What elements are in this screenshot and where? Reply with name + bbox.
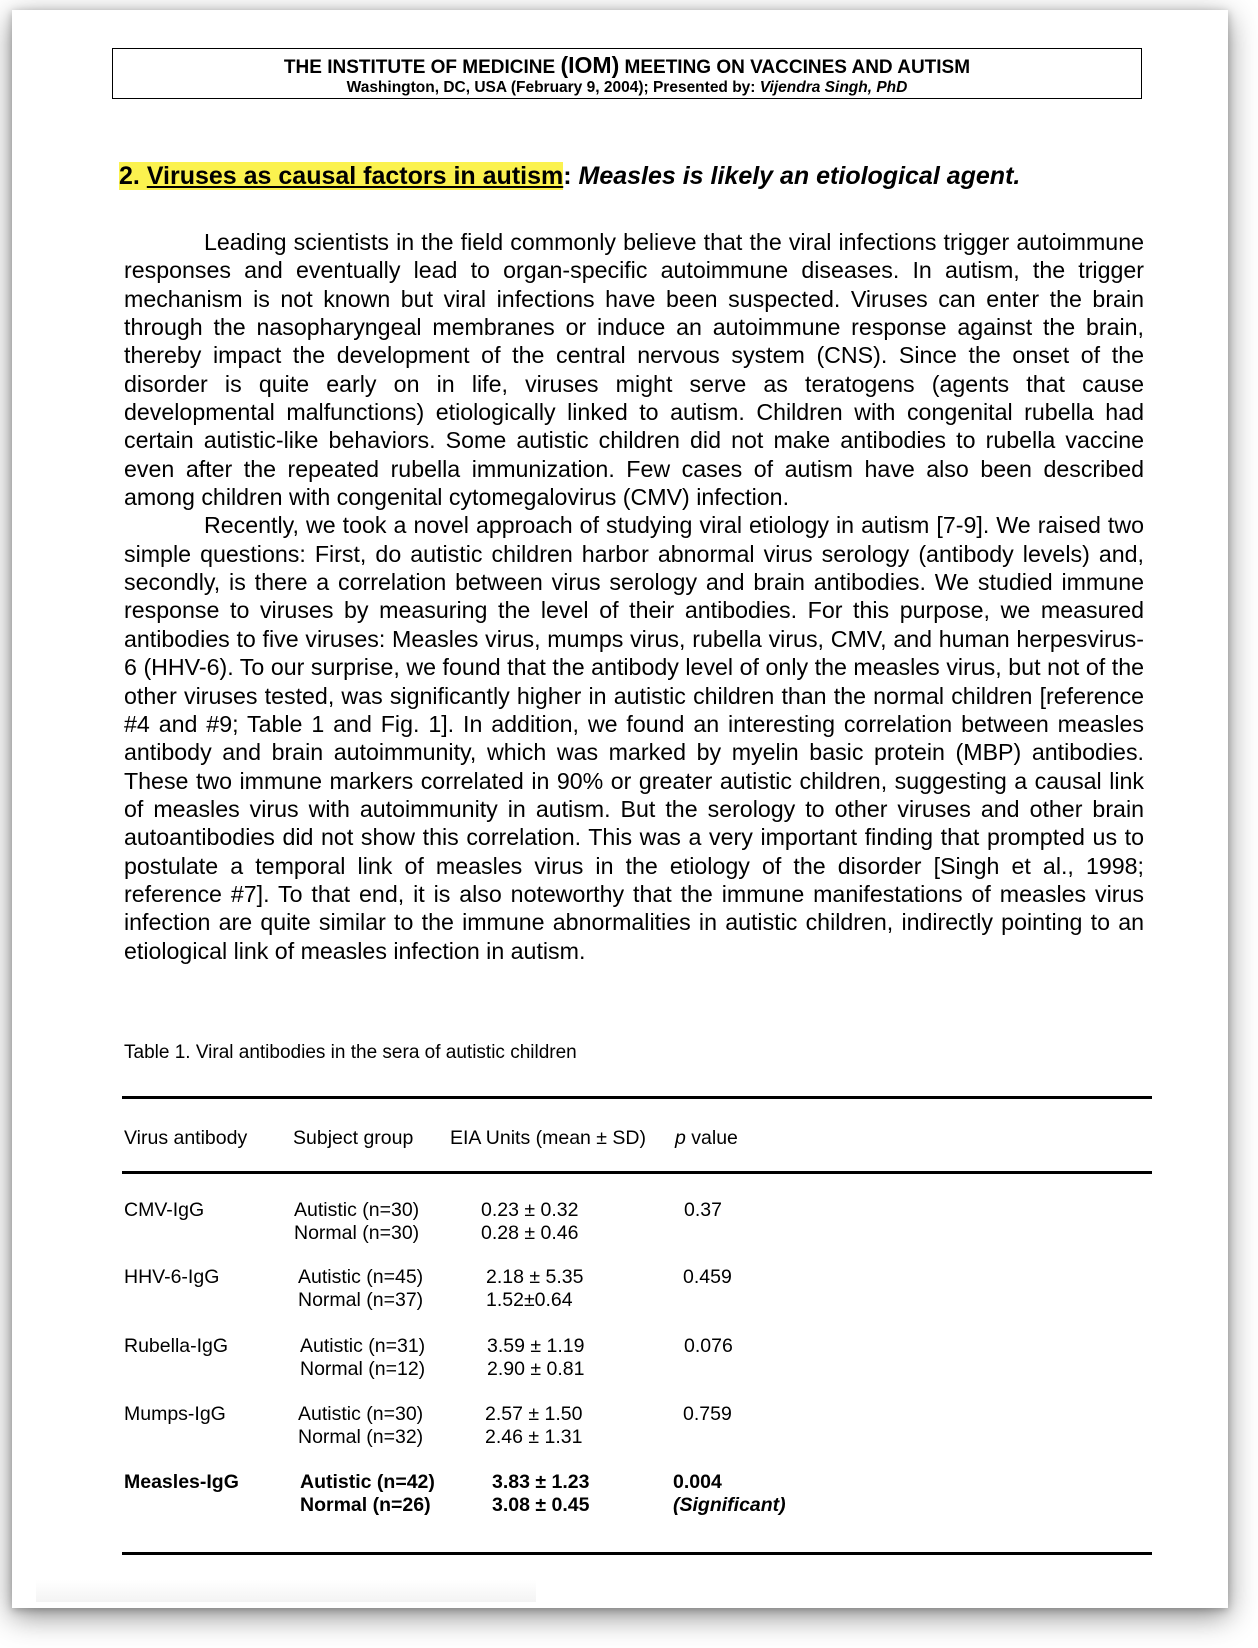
document-header [112, 48, 1142, 99]
header-presenter: Vijendra Singh, PhD [759, 79, 908, 96]
group-autistic: Autistic (n=31) [300, 1335, 426, 1357]
paragraph: Recently, we took a novel approach of studying viral etiology in autism [7-9]. We raised two simple questions: First, do autistic children harbor abnormal virus serology (antibody levels) and, secondly, is there a correlation between virus serology and brain antibodies. We studied immune response to viruses by measuring the level of their antibodies. For this purpose, we measured antibodies to five viruses: Measles virus, mumps virus, rubella virus, CMV, and human herpesvirus-6 (HHV-6). To our surprise, we found that the antibody level of only the measles virus, but not of the other viruses tested, was significantly higher in autistic children than the normal children [reference #4 and #9; Table 1 and Fig. 1]. In addition, we found an interesting correlation between measles antibody and brain autoimmunity, which was marked by myelin basic protein (MBP) antibodies. These two immune markers correlated in 90% or greater autistic children, suggesting a causal link of measles virus with autoimmunity in autism. But the serology to other viruses and other brain autoantibodies did not show this correlation. This was a very important finding that prompted us to postulate a temporal link of measles virus in the etiology of the disorder [Singh et al., 1998; reference #7]. To that end, it is also noteworthy that the immune manifestations of measles virus infection are quite similar to the immune abnormalities in autistic children, indirectly pointing to an etiological link of measles infection in autism. [124, 512, 1144, 964]
table-cell-p-value: 0.459 [683, 1266, 732, 1288]
page-edge-shade [36, 1580, 536, 1602]
eia-autistic: 3.83 ± 1.23 [492, 1471, 590, 1493]
group-autistic: Autistic (n=42) [300, 1471, 435, 1493]
table-cell-virus: Measles-IgG [124, 1471, 239, 1493]
table-caption: Table 1. Viral antibodies in the sera of autistic children [124, 1042, 577, 1063]
section-colon: : [563, 162, 572, 190]
section-subtitle: Measles is likely an etiological agent. [578, 162, 1021, 190]
group-normal: Normal (n=26) [300, 1494, 431, 1516]
section-number: 2. [119, 162, 140, 190]
eia-normal: 1.52±0.64 [486, 1289, 573, 1311]
eia-autistic: 2.18 ± 5.35 [486, 1266, 584, 1288]
eia-autistic: 2.57 ± 1.50 [485, 1403, 583, 1425]
header-title-part: MEETING ON VACCINES AND AUTISM [624, 57, 971, 78]
group-autistic: Autistic (n=45) [298, 1266, 424, 1288]
column-header-group: Subject group [293, 1127, 414, 1149]
group-normal: Normal (n=30) [294, 1222, 420, 1244]
table-cell-p-value [673, 1471, 786, 1517]
table-header-rule [122, 1171, 1152, 1174]
eia-autistic: 0.23 ± 0.32 [481, 1199, 579, 1221]
significance-note: (Significant) [673, 1494, 786, 1516]
group-autistic: Autistic (n=30) [294, 1199, 420, 1221]
group-autistic: Autistic (n=30) [298, 1403, 424, 1425]
table-cell-eia [492, 1471, 589, 1517]
column-header-units: EIA Units (mean ± SD) [450, 1127, 647, 1149]
table-top-rule [122, 1096, 1152, 1099]
group-normal: Normal (n=12) [300, 1358, 426, 1380]
group-normal: Normal (n=37) [298, 1289, 424, 1311]
table-cell-group [300, 1335, 425, 1381]
column-header-virus: Virus antibody [124, 1127, 248, 1149]
header-title [113, 54, 1141, 79]
table-cell-p-value: 0.076 [684, 1335, 733, 1357]
table-cell-p-value: 0.759 [683, 1403, 732, 1425]
table-bottom-rule [122, 1552, 1152, 1555]
column-header-p-value [675, 1127, 738, 1150]
eia-normal: 3.08 ± 0.45 [492, 1494, 590, 1516]
eia-normal: 0.28 ± 0.46 [481, 1222, 579, 1244]
section-heading-highlight [119, 162, 563, 190]
eia-autistic: 3.59 ± 1.19 [487, 1335, 585, 1357]
table-cell-p-value: 0.37 [684, 1199, 722, 1221]
table-cell-group [298, 1266, 423, 1312]
eia-normal: 2.46 ± 1.31 [485, 1426, 583, 1448]
table-cell-group [300, 1471, 435, 1517]
p-label: value [685, 1127, 738, 1149]
table-cell-eia [481, 1199, 578, 1245]
table-cell-virus: Mumps-IgG [124, 1403, 226, 1425]
table-cell-eia [485, 1403, 582, 1449]
table-cell-eia [486, 1266, 583, 1312]
table-cell-virus: CMV-IgG [124, 1199, 205, 1221]
section-heading [119, 162, 1020, 191]
group-normal: Normal (n=32) [298, 1426, 424, 1448]
header-title-part: THE INSTITUTE OF MEDICINE [283, 57, 556, 78]
table-cell-virus: Rubella-IgG [124, 1335, 229, 1357]
table-cell-eia [487, 1335, 584, 1381]
paragraph: Leading scientists in the field commonly believe that the viral infections trigger autoimmune responses and eventually lead to organ-specific autoimmune diseases. In autism, the trigger mechanism is not known but viral infections have been suspected. Viruses can enter the brain through the nasopharyngeal membranes or induce an autoimmune response against the brain, thereby impact the development of the central nervous system (CNS). Since the onset of the disorder is quite early on in life, viruses might serve as teratogens (agents that cause developmental malfunctions) etiologically linked to autism. Children with congenital rubella had certain autistic-like behaviors. Some autistic children did not make antibodies to rubella vaccine even after the repeated rubella immunization. Few cases of autism have also been described among children with congenital cytomegalovirus (CMV) infection. [124, 229, 1144, 511]
section-title: Viruses as causal factors in autism [146, 162, 564, 190]
eia-normal: 2.90 ± 0.81 [487, 1358, 585, 1380]
document-page [12, 10, 1228, 1608]
header-title-iom: (IOM) [560, 52, 620, 78]
body-text [124, 228, 1144, 965]
header-subtitle [113, 79, 1141, 97]
p-symbol: p [675, 1127, 686, 1149]
table-cell-group [294, 1199, 419, 1245]
header-location-date: Washington, DC, USA (February 9, 2004); Presented by: [346, 79, 756, 96]
table-cell-group [298, 1403, 423, 1449]
p-value: 0.004 [673, 1471, 722, 1493]
table-cell-virus: HHV-6-IgG [124, 1266, 220, 1288]
